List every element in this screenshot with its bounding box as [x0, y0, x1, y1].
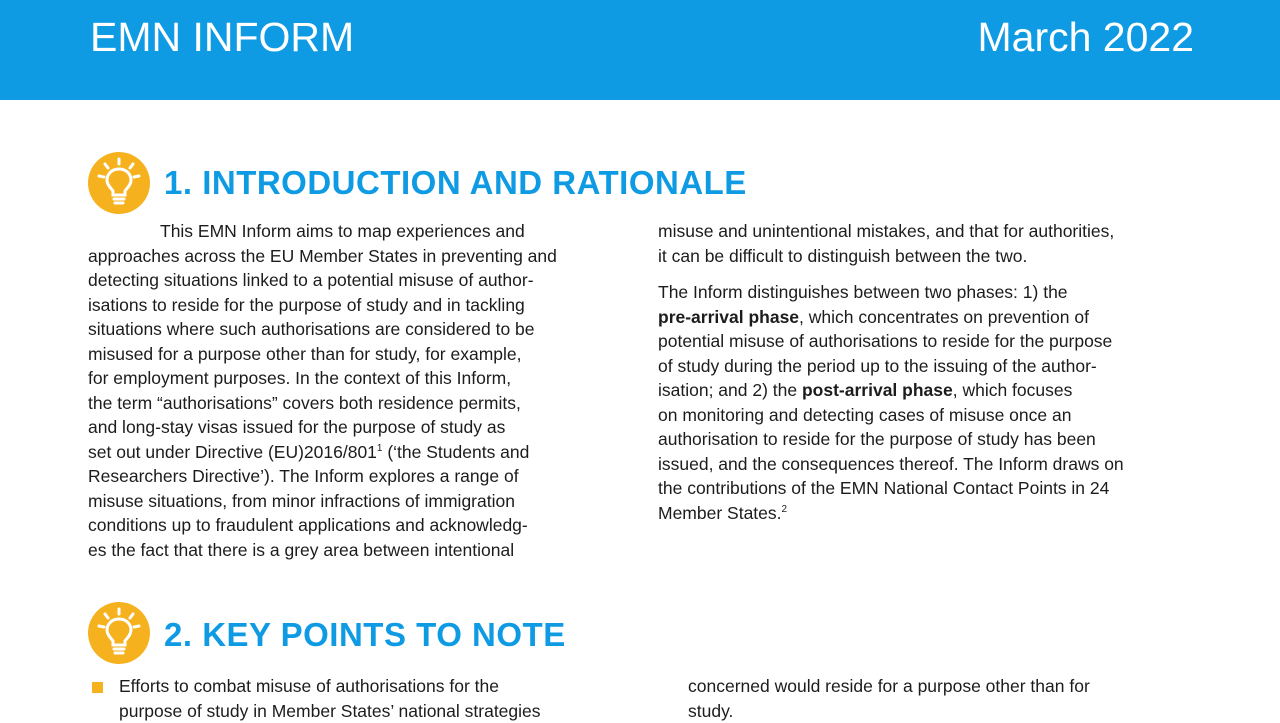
- bullet-text-line: Efforts to combat misuse of authorisations for the: [119, 674, 639, 699]
- text-line: Researchers Directive’). The Inform explores a range of: [88, 464, 633, 489]
- text-line: [658, 305, 1203, 330]
- text-line: [88, 440, 633, 465]
- footnote-marker[interactable]: 2: [782, 504, 788, 515]
- header-bar: [0, 0, 1280, 100]
- text-line-end: , which concentrates on prevention of: [799, 307, 1089, 327]
- footnote-marker[interactable]: 1: [377, 443, 383, 454]
- section-heading-introduction: 1. INTRODUCTION AND RATIONALE: [164, 164, 747, 202]
- text-line: on monitoring and detecting cases of misuse once an: [658, 403, 1203, 428]
- text-line: and long-stay visas issued for the purpose of study as: [88, 415, 633, 440]
- text-line: for employment purposes. In the context of this Inform,: [88, 366, 633, 391]
- text-line-end: (‘the Students and: [382, 442, 529, 462]
- text-line: misuse situations, from minor infractions of immigration: [88, 489, 633, 514]
- intro-right-column: [658, 219, 1203, 525]
- text-line: concerned would reside for a purpose other than for: [688, 674, 1208, 699]
- intro-left-column: [88, 219, 633, 562]
- text-line: the contributions of the EMN National Contact Points in 24: [658, 476, 1203, 501]
- text-line: [658, 501, 1203, 526]
- key-points-left-column: [119, 674, 639, 723]
- bold-term-pre-arrival: pre-arrival phase: [658, 307, 799, 327]
- text-line: isations to reside for the purpose of study and in tackling: [88, 293, 633, 318]
- text-line: authorisation to reside for the purpose of study has been: [658, 427, 1203, 452]
- text-line: es the fact that there is a grey area between intentional: [88, 538, 633, 563]
- bullet-text-line: purpose of study in Member States’ national strategies: [119, 699, 639, 723]
- lightbulb-icon: [88, 602, 150, 664]
- text-line: potential misuse of authorisations to reside for the purpose: [658, 329, 1203, 354]
- text-line: the term “authorisations” covers both residence permits,: [88, 391, 633, 416]
- text-line: misuse and unintentional mistakes, and that for authorities,: [658, 219, 1203, 244]
- bold-term-post-arrival: post-arrival phase: [802, 380, 953, 400]
- text-line-start: set out under Directive (EU)2016/801: [88, 442, 377, 462]
- text-line: it can be difficult to distinguish between the two.: [658, 244, 1203, 269]
- publication-title: EMN INFORM: [90, 14, 354, 61]
- lightbulb-icon: [88, 152, 150, 214]
- text-line: conditions up to fraudulent applications and acknowledg-: [88, 513, 633, 538]
- publication-date: March 2022: [977, 14, 1194, 61]
- text-line-end: , which focuses: [953, 380, 1073, 400]
- square-bullet-icon: [92, 682, 103, 693]
- section-heading-key-points: 2. KEY POINTS TO NOTE: [164, 616, 566, 654]
- text-line: detecting situations linked to a potential misuse of author-: [88, 268, 633, 293]
- text-line: situations where such authorisations are considered to be: [88, 317, 633, 342]
- text-line: approaches across the EU Member States in preventing and: [88, 244, 633, 269]
- text-line-start: Member States.: [658, 503, 782, 523]
- text-line-start: isation; and 2) the: [658, 380, 802, 400]
- text-line: This EMN Inform aims to map experiences and: [88, 219, 633, 244]
- text-line: misused for a purpose other than for study, for example,: [88, 342, 633, 367]
- text-line: [658, 378, 1203, 403]
- text-line: of study during the period up to the issuing of the author-: [658, 354, 1203, 379]
- text-line: issued, and the consequences thereof. The Inform draws on: [658, 452, 1203, 477]
- key-points-right-column: [688, 674, 1208, 723]
- text-line: study.: [688, 699, 1208, 723]
- text-line: The Inform distinguishes between two phases: 1) the: [658, 280, 1203, 305]
